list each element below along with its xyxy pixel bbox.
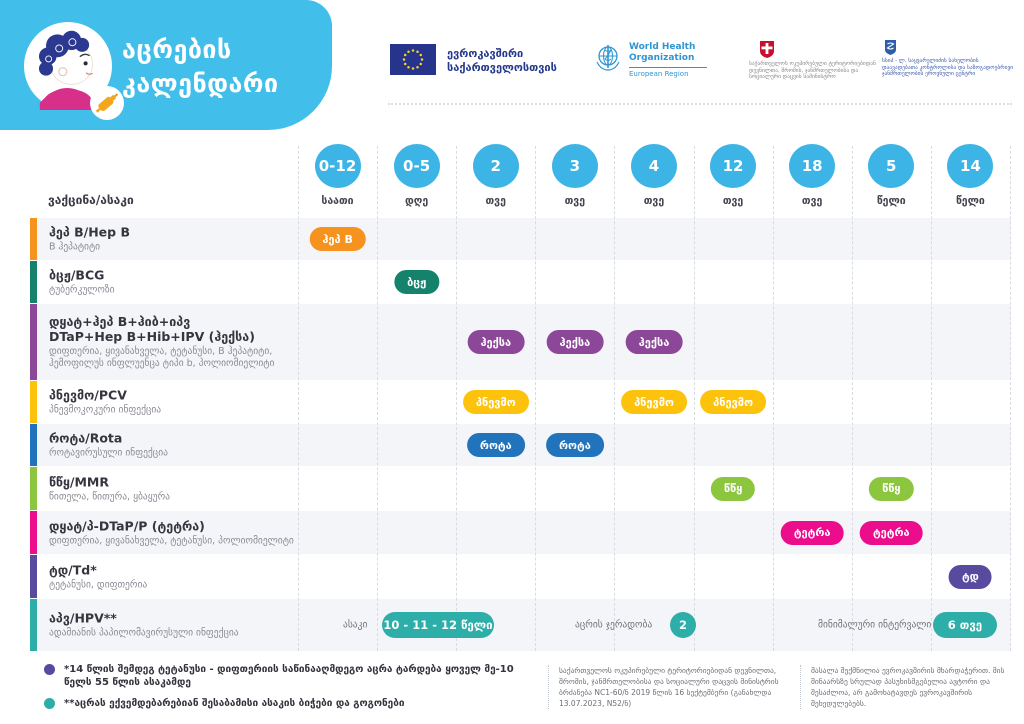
- age-unit-label: თვე: [801, 195, 823, 207]
- dose-pill-hexa: ჰექსა: [467, 330, 524, 354]
- age-column-header-14: [931, 144, 1010, 207]
- age-unit-label: თვე: [485, 195, 506, 207]
- row-color-bar: [30, 218, 37, 260]
- row-color-bar: [30, 599, 37, 651]
- age-circle: 0-5: [394, 144, 440, 188]
- poster-title-line2: კალენდარი: [122, 69, 279, 98]
- vaccine-row-rota: [30, 424, 1011, 466]
- vaccine-title: დყატ/პ-DTaP/P (ტეტრა): [49, 518, 205, 533]
- ncdc-logo-label: სსიპ - ლ. საყვარელიძის სახელობის დაავადებათა კონტროლისა და საზოგადოებრივი ჯანმრთელობის ეროვნული ცენტრი: [882, 58, 1014, 77]
- vaccine-title: აპვ/HPV**: [49, 610, 117, 626]
- ministry-logo-label: საქართველოს ოკუპირებული ტერიტორიებიდან დევნილთა, შრომის, ჯანმრთელობისა და სოციალური დაცვის სამინისტრო: [749, 61, 876, 80]
- age-column-header-2: [456, 144, 535, 207]
- footnotes: [44, 663, 534, 718]
- vaccine-subtitle: ადამიანის პაპილომავირუსული ინფექცია: [49, 627, 239, 639]
- dose-pill-bcg: ბცჟ: [394, 270, 439, 294]
- vaccine-subtitle: წითელა, წითურა, ყბაყურა: [49, 491, 170, 502]
- row-color-bar: [30, 467, 37, 510]
- age-column-header-12: [694, 144, 773, 207]
- who-region-label: European Region: [629, 70, 689, 78]
- vaccine-title: პნევმო/PCV: [49, 387, 127, 403]
- age-circle: 2: [473, 144, 519, 188]
- dose-pill-rota: როტა: [467, 433, 525, 457]
- vaccine-subtitle: როტავირუსული ინფექცია: [49, 447, 168, 459]
- age-circle: 4: [631, 144, 677, 188]
- vaccine-row-mmr: [30, 467, 1011, 510]
- age-circle: 5: [868, 144, 914, 188]
- age-circle: 12: [710, 144, 756, 188]
- hpv-interval-label: მინიმალური ინტერვალი: [818, 619, 932, 631]
- syringe-icon: [90, 86, 124, 120]
- who-name-line2: Organization: [629, 53, 695, 63]
- dose-pill-hexa: ჰექსა: [626, 330, 683, 354]
- who-divider: [629, 67, 707, 68]
- footnote-text: *14 წლის შემდეგ ტეტანუსი - დიფთერიის საწინააღმდეგო აცრა ტარდება ყოველ მე-10 წელს 55 წლის ასაკამდე: [64, 664, 514, 688]
- dose-pill-pcv: პნევმო: [700, 390, 766, 414]
- age-columns-header: [298, 144, 1010, 206]
- poster-title: [122, 33, 279, 101]
- vaccine-row-hepb: [30, 218, 1011, 260]
- row-color-bar: [30, 381, 37, 423]
- footnote-1: [44, 663, 534, 689]
- vaccine-label: [49, 314, 297, 370]
- dose-pill-pcv: პნევმო: [463, 390, 529, 414]
- age-column-header-0-5: [377, 144, 456, 207]
- header-banner: [0, 0, 332, 130]
- vaccine-row-hpv: [30, 599, 1011, 651]
- dose-pill-td: ტდ: [949, 565, 992, 589]
- hpv-dose-label: აცრის ჯერადობა: [575, 619, 653, 631]
- age-unit-label: წელი: [955, 195, 985, 207]
- who-emblem-icon: [593, 42, 623, 72]
- row-color-bar: [30, 424, 37, 466]
- vaccine-row-hexa: [30, 304, 1011, 380]
- vaccine-title: წწყ/MMR: [49, 474, 109, 489]
- age-circle: 14: [947, 144, 993, 188]
- age-unit-label: საათი: [321, 195, 354, 207]
- vaccine-subtitle: ტეტანუსი, დიფთერია: [49, 579, 148, 590]
- who-name-line1: World Health: [629, 42, 696, 52]
- hpv-dose-circle: 2: [670, 612, 696, 638]
- age-column-header-18: [773, 144, 852, 207]
- hpv-age-label: ასაკი: [343, 619, 368, 631]
- vaccine-subtitle: პნევმოკოკური ინფექცია: [49, 404, 162, 416]
- vaccine-row-bcg: [30, 261, 1011, 303]
- legal-note-order: საქართველოს ოკუპირებული ტერიტორიებიდან დევნილთა, შრომის, ჯანმრთელობისა და სოციალური დაცვის მინისტრის ბრძანება NC1-60/ნ 2019 წლის 16 სექტემბერი (განახლდა 13.07.2023, N52/ნ): [548, 665, 788, 709]
- age-column-header-3: [535, 144, 614, 207]
- row-color-bar: [30, 261, 37, 303]
- vaccine-label: [49, 518, 297, 547]
- age-unit-label: დღე: [405, 195, 429, 207]
- vaccine-age-corner-label: ვაქცინა/ასაკი: [48, 193, 134, 207]
- row-color-bar: [30, 555, 37, 598]
- age-column-header-4: [614, 144, 693, 207]
- vaccine-title: ტდ/Td*: [49, 562, 97, 577]
- vaccine-title-line2: DTaP+Hep B+Hib+IPV (ჰექსა): [49, 329, 255, 344]
- header-divider: [388, 103, 1012, 105]
- eu-logo-label: [447, 47, 557, 75]
- vaccine-label: [49, 388, 297, 417]
- who-logo: [593, 42, 707, 78]
- footnote-bullet-icon: [44, 664, 55, 675]
- vaccine-subtitle: დიფთერია, ყივანახველა, ტეტანუსი, პოლიომიელიტი: [49, 535, 294, 546]
- dose-pill-pcv: პნევმო: [621, 390, 687, 414]
- dose-pill-mmr: წწყ: [869, 477, 913, 501]
- vaccine-title: როტა/Rota: [49, 430, 123, 446]
- vaccine-row-pcv: [30, 381, 1011, 423]
- row-color-bar: [30, 511, 37, 554]
- vaccine-label: [49, 474, 297, 503]
- dose-pill-hepb: ჰეპ B: [309, 227, 366, 251]
- vaccine-rows: [30, 218, 1011, 652]
- row-color-bar: [30, 304, 37, 380]
- age-unit-label: წელი: [876, 195, 906, 207]
- footnote-bullet-icon: [44, 698, 55, 709]
- vaccine-label: [49, 562, 297, 591]
- eu-flag-icon: [390, 44, 436, 75]
- age-unit-label: თვე: [643, 195, 665, 207]
- footnote-2: [44, 697, 534, 710]
- hpv-interval-pill: 6 თვე: [933, 612, 997, 638]
- poster-title-line1: აცრების: [122, 35, 232, 64]
- eu-logo-line1: ევროკავშირი: [447, 47, 524, 60]
- vaccine-title: ჰეპ B/Hep B: [49, 224, 130, 240]
- dose-pill-tetra: ტეტრა: [860, 521, 923, 545]
- age-column-header-0-12: [298, 144, 377, 207]
- vaccine-title: ბცჟ/BCG: [49, 267, 105, 283]
- legal-note-eu-disclaimer: მასალა შექმნილია ევროკავშირის მხარდაჭერით. მის შინაარსზე სრულად პასუხისმგებელია ავტორი და შესაძლოა, არ გამოხატავდეს ევროკავშირის შეხედულებებს.: [800, 665, 1014, 709]
- vaccine-label: [49, 225, 297, 254]
- eu-logo-line2: საქართველოსთვის: [447, 61, 557, 74]
- vaccine-row-td: [30, 555, 1011, 598]
- georgia-coat-of-arms-icon: [757, 39, 777, 59]
- vaccine-title: დყატ+ჰეპ B+ჰიბ+იპვ: [49, 314, 191, 329]
- dose-pill-hexa: ჰექსა: [547, 330, 604, 354]
- vaccine-row-tetra: [30, 511, 1011, 554]
- age-circle: 3: [552, 144, 598, 188]
- dose-pill-rota: როტა: [546, 433, 604, 457]
- age-column-header-5: [852, 144, 931, 207]
- dose-pill-tetra: ტეტრა: [781, 521, 844, 545]
- vaccine-label: [49, 431, 297, 460]
- age-circle: 18: [789, 144, 835, 188]
- hpv-age-pill: 10 - 11 - 12 წელი: [382, 612, 494, 638]
- age-unit-label: თვე: [564, 195, 586, 207]
- vaccine-subtitle: B ჰეპატიტი: [49, 241, 101, 253]
- vaccine-subtitle: ტუბერკულოზი: [49, 284, 115, 296]
- vaccine-subtitle: დიფთერია, ყივანახველა, ტეტანუსი, B ჰეპატიტი, ჰემოფილუს ინფლუენცა ტიპი b, პოლიომიელიტი: [49, 346, 275, 369]
- dose-pill-mmr: წწყ: [711, 477, 755, 501]
- footnote-text: **აცრას ექვემდებარებიან შესაბამისი ასაკის ბიჭები და გოგონები: [64, 698, 405, 709]
- age-unit-label: თვე: [722, 195, 744, 207]
- age-circle: 0-12: [315, 144, 361, 188]
- vaccine-label: [49, 611, 297, 640]
- vaccine-label: [49, 268, 297, 297]
- ncdc-emblem-icon: [884, 40, 897, 55]
